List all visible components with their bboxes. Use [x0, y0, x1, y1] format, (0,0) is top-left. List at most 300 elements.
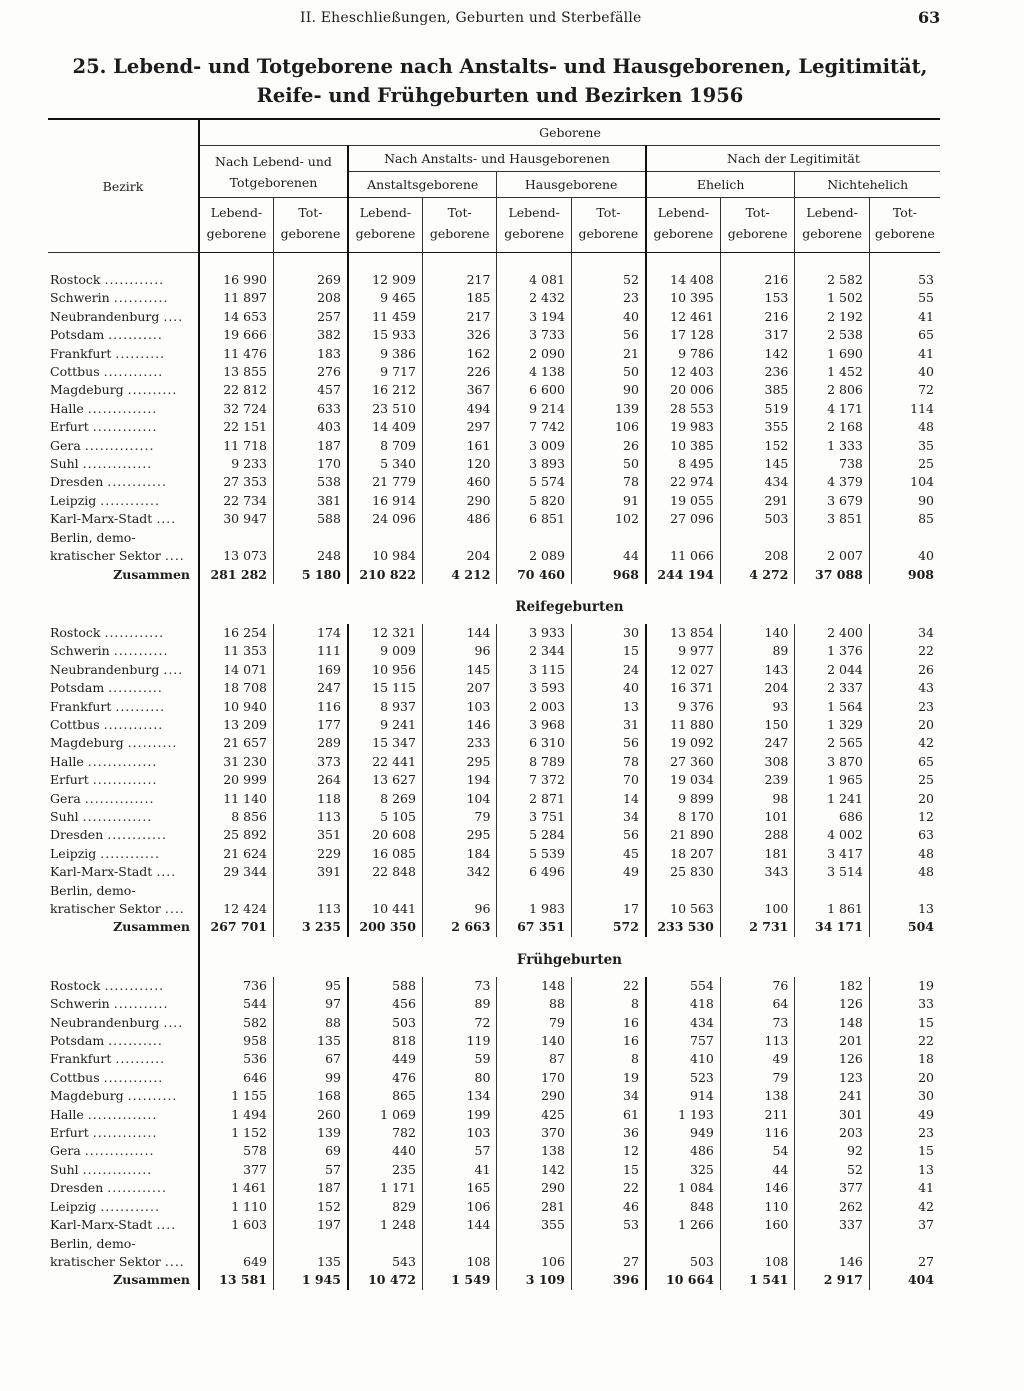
leader-dots: ........... [108, 327, 163, 343]
table-row [48, 716, 940, 734]
leader-dots: .............. [87, 1106, 158, 1122]
value-cell: 145 [720, 455, 794, 473]
value-cell: 3 933 [497, 624, 571, 642]
value-cell: 9 717 [348, 363, 422, 381]
value-cell: 1 945 [273, 1271, 347, 1289]
value-cell: 440 [348, 1142, 422, 1160]
leader-dots: ............. [92, 772, 158, 788]
district-name-cell [48, 845, 199, 863]
table-row [48, 529, 940, 566]
district-name: Schwerin [50, 996, 110, 1012]
district-name-cell [48, 418, 199, 436]
value-cell: 146 [720, 1179, 794, 1197]
value-cell: 3 751 [497, 808, 571, 826]
section-heading-spacer [720, 584, 794, 624]
value-cell: 578 [243, 1143, 267, 1159]
value-cell: 297 [422, 418, 496, 436]
value-cell: 370 [497, 1124, 571, 1142]
value-cell: 486 [422, 510, 496, 528]
value-cell: 88 [273, 1014, 347, 1032]
leader-dots: ............. [92, 419, 158, 435]
value-cell: 11 880 [646, 716, 720, 734]
value-cell: 23 [869, 1124, 940, 1142]
value-cell: 8 495 [646, 455, 720, 473]
value-cell: 2 871 [497, 790, 571, 808]
value-cell: 1 155 [231, 1088, 267, 1104]
district-name: Schwerin [50, 643, 110, 659]
value-cell: 46 [571, 1198, 645, 1216]
table-row [48, 1235, 940, 1272]
value-cell: 7 372 [497, 771, 571, 789]
column-header-geborene: Geborene [199, 119, 940, 146]
value-cell: 1 983 [497, 882, 571, 919]
section-heading-spacer [348, 937, 422, 977]
value-cell: 3 679 [795, 492, 869, 510]
table-row [48, 1069, 940, 1087]
value-cell: 325 [646, 1161, 720, 1179]
value-cell: 64 [720, 995, 794, 1013]
table-row [48, 995, 940, 1013]
value-cell: 56 [571, 326, 645, 344]
district-name: Halle [50, 1106, 84, 1122]
value-cell: 295 [422, 826, 496, 844]
value-cell: 40 [869, 529, 940, 566]
value-cell: 34 [571, 808, 645, 826]
value-cell: 134 [422, 1087, 496, 1105]
value-cell: 15 933 [348, 326, 422, 344]
value-cell: 949 [646, 1124, 720, 1142]
leader-dots: .............. [84, 1143, 155, 1159]
value-cell: 1 110 [231, 1198, 267, 1214]
column-header-bezirk: Bezirk [48, 119, 199, 253]
value-cell: 104 [422, 790, 496, 808]
value-cell: 3 235 [273, 918, 347, 936]
value-cell: 2 582 [795, 253, 869, 290]
value-cell: 67 351 [497, 918, 571, 936]
value-cell: 2 432 [497, 289, 571, 307]
value-cell: 8 269 [348, 790, 422, 808]
value-cell: 1 564 [795, 698, 869, 716]
section-heading-spacer [869, 937, 940, 977]
value-cell: 5 105 [348, 808, 422, 826]
value-cell: 19 [571, 1069, 645, 1087]
value-cell: 2 089 [497, 529, 571, 566]
district-name: Neubrandenburg [50, 308, 160, 324]
leader-dots: ............. [92, 1125, 158, 1141]
value-cell: 73 [720, 1014, 794, 1032]
column-header-tot: Tot-geborene [273, 198, 347, 253]
value-cell: 2 007 [795, 529, 869, 566]
value-cell: 649 [243, 1253, 267, 1269]
value-cell: 24 [571, 661, 645, 679]
value-cell: 686 [795, 808, 869, 826]
value-cell: 103 [422, 698, 496, 716]
value-cell: 14 408 [646, 253, 720, 290]
district-name: Rostock [50, 624, 101, 640]
value-cell: 2 917 [795, 1271, 869, 1289]
district-name: Erfurt [50, 772, 89, 788]
value-cell: 85 [869, 510, 940, 528]
value-cell: 116 [720, 1124, 794, 1142]
value-cell: 9 386 [348, 345, 422, 363]
district-name: Erfurt [50, 419, 89, 435]
value-cell: 40 [571, 308, 645, 326]
value-cell: 13 855 [223, 364, 267, 380]
value-cell: 1 452 [795, 363, 869, 381]
value-cell: 101 [720, 808, 794, 826]
section-heading-spacer [795, 584, 869, 624]
value-cell: 290 [497, 1179, 571, 1197]
leader-dots: ............ [104, 272, 165, 287]
value-cell: 138 [720, 1087, 794, 1105]
value-cell: 2 663 [422, 918, 496, 936]
district-name-cell [48, 790, 199, 808]
value-cell: 351 [273, 826, 347, 844]
leader-dots: ............ [107, 827, 167, 843]
district-name-cell [48, 826, 199, 844]
leader-dots: ........... [113, 996, 169, 1012]
value-cell: 1 861 [795, 882, 869, 919]
value-cell: 56 [571, 826, 645, 844]
table-row [48, 882, 940, 919]
value-cell: 100 [720, 882, 794, 919]
value-cell: 98 [720, 790, 794, 808]
value-cell: 108 [422, 1235, 496, 1272]
section-heading: Reifegeburten [515, 598, 624, 615]
value-cell: 4 272 [720, 566, 794, 584]
value-cell: 8 170 [646, 808, 720, 826]
value-cell: 69 [273, 1142, 347, 1160]
value-cell: 1 494 [231, 1106, 267, 1122]
value-cell: 116 [273, 698, 347, 716]
value-cell: 403 [273, 418, 347, 436]
value-cell: 183 [273, 345, 347, 363]
value-cell: 200 350 [348, 918, 422, 936]
value-cell: 15 [571, 642, 645, 660]
value-cell: 13 073 [223, 548, 267, 564]
value-cell: 8 937 [348, 698, 422, 716]
table-row [48, 845, 940, 863]
district-name: Dresden [50, 827, 104, 843]
value-cell: 103 [422, 1124, 496, 1142]
value-cell: 203 [795, 1124, 869, 1142]
value-cell: 291 [720, 492, 794, 510]
value-cell: 31 230 [223, 753, 267, 769]
page-header [0, 10, 1024, 34]
value-cell: 40 [869, 363, 940, 381]
value-cell: 968 [571, 566, 645, 584]
table-row [48, 679, 940, 697]
value-cell: 476 [348, 1069, 422, 1087]
value-cell: 113 [273, 882, 347, 919]
value-cell: 96 [422, 882, 496, 919]
value-cell: 113 [273, 808, 347, 826]
value-cell: 182 [795, 977, 869, 995]
district-name-line-2: kratischer Sektor [50, 548, 161, 564]
value-cell: 25 [869, 455, 940, 473]
district-name: Frankfurt [50, 698, 112, 714]
district-name: Erfurt [50, 1125, 89, 1141]
value-cell: 418 [646, 995, 720, 1013]
section-heading-spacer [646, 937, 720, 977]
value-cell: 391 [273, 863, 347, 881]
value-cell: 16 914 [348, 492, 422, 510]
statistics-table [48, 118, 940, 1290]
value-cell: 114 [869, 400, 940, 418]
value-cell: 20 [869, 716, 940, 734]
value-cell: 204 [720, 679, 794, 697]
value-cell: 162 [422, 345, 496, 363]
value-cell: 8 709 [348, 437, 422, 455]
value-cell: 37 088 [795, 566, 869, 584]
table-row [48, 1161, 940, 1179]
district-name: Cottbus [50, 364, 100, 380]
value-cell: 216 [720, 308, 794, 326]
value-cell: 267 701 [210, 919, 267, 935]
value-cell: 9 465 [348, 289, 422, 307]
value-cell: 355 [497, 1216, 571, 1234]
value-cell: 118 [273, 790, 347, 808]
district-name-cell [48, 308, 199, 326]
value-cell: 425 [497, 1106, 571, 1124]
value-cell: 2 538 [795, 326, 869, 344]
district-name-cell [48, 289, 199, 307]
value-cell: 44 [571, 529, 645, 566]
value-cell: 262 [795, 1198, 869, 1216]
value-cell: 17 [571, 882, 645, 919]
value-cell: 281 282 [210, 566, 267, 582]
value-cell: 7 742 [497, 418, 571, 436]
value-cell: 123 [795, 1069, 869, 1087]
value-cell: 1 333 [795, 437, 869, 455]
leader-dots: .............. [87, 400, 158, 416]
value-cell: 12 321 [348, 624, 422, 642]
value-cell: 9 241 [348, 716, 422, 734]
total-label: Zusammen [48, 566, 199, 584]
table-row [48, 437, 940, 455]
district-name-cell [48, 863, 199, 881]
value-cell: 10 940 [223, 698, 267, 714]
district-name-cell [48, 716, 199, 734]
value-cell: 174 [273, 624, 347, 642]
value-cell: 22 [571, 1179, 645, 1197]
table-row [48, 492, 940, 510]
table-row [48, 1032, 940, 1050]
leader-dots: .............. [84, 790, 155, 806]
value-cell: 19 666 [223, 327, 267, 343]
district-name: Rostock [50, 977, 101, 993]
value-cell: 1 193 [646, 1106, 720, 1124]
value-cell: 12 403 [646, 363, 720, 381]
district-name: Karl-Marx-Stadt [50, 864, 153, 880]
district-name-cell [48, 661, 199, 679]
district-name-cell [48, 1179, 199, 1197]
value-cell: 48 [869, 863, 940, 881]
value-cell: 22 734 [223, 492, 267, 508]
value-cell: 6 600 [497, 381, 571, 399]
value-cell: 22 [571, 977, 645, 995]
leader-dots: .............. [82, 808, 153, 824]
value-cell: 1 248 [348, 1216, 422, 1234]
total-row [48, 566, 940, 584]
district-name: Dresden [50, 474, 104, 490]
value-cell: 503 [720, 510, 794, 528]
value-cell: 15 [571, 1161, 645, 1179]
value-cell: 95 [273, 977, 347, 995]
column-header-hausgeborene: Hausgeborene [497, 172, 646, 198]
value-cell: 65 [869, 753, 940, 771]
district-name-cell [48, 253, 199, 290]
value-cell: 67 [273, 1050, 347, 1068]
district-name: Leipzig [50, 1198, 97, 1214]
value-cell: 20 [869, 1069, 940, 1087]
value-cell: 247 [720, 734, 794, 752]
value-cell: 15 347 [348, 734, 422, 752]
value-cell: 33 [869, 995, 940, 1013]
value-cell: 78 [571, 753, 645, 771]
value-cell: 2 731 [720, 918, 794, 936]
table-row [48, 753, 940, 771]
value-cell: 87 [497, 1050, 571, 1068]
section-heading-spacer [869, 584, 940, 624]
value-cell: 19 092 [646, 734, 720, 752]
column-header-lebend: Lebend-geborene [646, 198, 720, 253]
value-cell: 5 574 [497, 473, 571, 491]
district-name: Berlin, demo- [50, 882, 136, 898]
district-name-cell [48, 1161, 199, 1179]
value-cell: 235 [348, 1161, 422, 1179]
district-name: Magdeburg [50, 735, 124, 751]
section-heading-spacer [199, 937, 273, 977]
value-cell: 503 [348, 1014, 422, 1032]
value-cell: 146 [422, 716, 496, 734]
leader-dots: .............. [84, 437, 155, 453]
district-name-cell [48, 1198, 199, 1216]
district-name: Gera [50, 790, 81, 806]
value-cell: 24 096 [348, 510, 422, 528]
value-cell: 782 [348, 1124, 422, 1142]
district-name: Leipzig [50, 492, 97, 508]
value-cell: 153 [720, 289, 794, 307]
value-cell: 57 [422, 1142, 496, 1160]
value-cell: 80 [422, 1069, 496, 1087]
district-name: Suhl [50, 456, 79, 472]
value-cell: 13 627 [348, 771, 422, 789]
value-cell: 106 [422, 1198, 496, 1216]
section-heading-row [48, 584, 940, 624]
leader-dots: .... [156, 511, 177, 527]
district-name: Cottbus [50, 716, 100, 732]
district-name-cell [48, 771, 199, 789]
value-cell: 301 [795, 1106, 869, 1124]
value-cell: 460 [422, 473, 496, 491]
column-header-lebend: Lebend-geborene [795, 198, 869, 253]
value-cell: 19 055 [646, 492, 720, 510]
value-cell: 44 [720, 1161, 794, 1179]
leader-dots: ............ [104, 977, 165, 993]
leader-dots: .... [163, 1014, 184, 1030]
value-cell: 42 [869, 1198, 940, 1216]
value-cell: 373 [273, 753, 347, 771]
district-name-cell [48, 1142, 199, 1160]
value-cell: 204 [422, 529, 496, 566]
value-cell: 290 [497, 1087, 571, 1105]
value-cell: 199 [422, 1106, 496, 1124]
value-cell: 54 [720, 1142, 794, 1160]
value-cell: 12 027 [646, 661, 720, 679]
value-cell: 119 [422, 1032, 496, 1050]
district-name-line-2: kratischer Sektor [50, 1253, 161, 1269]
value-cell: 9 977 [646, 642, 720, 660]
value-cell: 41 [869, 345, 940, 363]
value-cell: 52 [571, 253, 645, 290]
table-row [48, 345, 940, 363]
value-cell: 16 085 [348, 845, 422, 863]
value-cell: 2 337 [795, 679, 869, 697]
table-row [48, 1014, 940, 1032]
value-cell: 96 [422, 642, 496, 660]
leader-dots: .... [164, 1253, 185, 1269]
leader-dots: ............ [100, 845, 160, 861]
value-cell: 27 353 [223, 474, 267, 490]
district-name-cell [48, 492, 199, 510]
value-cell: 30 [869, 1087, 940, 1105]
value-cell: 35 [869, 437, 940, 455]
value-cell: 588 [273, 510, 347, 528]
value-cell: 738 [795, 455, 869, 473]
total-row [48, 1271, 940, 1289]
value-cell: 1 241 [795, 790, 869, 808]
district-name-cell [48, 1106, 199, 1124]
leader-dots: .......... [115, 345, 166, 361]
value-cell: 4 138 [497, 363, 571, 381]
value-cell: 2 192 [795, 308, 869, 326]
value-cell: 161 [422, 437, 496, 455]
value-cell: 494 [422, 400, 496, 418]
value-cell: 187 [273, 437, 347, 455]
value-cell: 588 [348, 977, 422, 995]
table-title-line-1: 25. Lebend- und Totgeborene nach Anstalts- und Hausgeborenen, Legitimität, [72, 55, 928, 78]
value-cell: 2 565 [795, 734, 869, 752]
district-name-cell [48, 437, 199, 455]
value-cell: 111 [273, 642, 347, 660]
value-cell: 10 664 [646, 1271, 720, 1289]
value-cell: 2 400 [795, 624, 869, 642]
value-cell: 21 624 [223, 845, 267, 861]
district-name-cell [48, 345, 199, 363]
value-cell: 22 848 [348, 863, 422, 881]
value-cell: 538 [273, 473, 347, 491]
section-heading-spacer [199, 584, 273, 624]
district-name-cell [48, 529, 199, 566]
district-name-cell [48, 753, 199, 771]
value-cell: 6 851 [497, 510, 571, 528]
value-cell: 21 [571, 345, 645, 363]
value-cell: 18 207 [646, 845, 720, 863]
value-cell: 22 441 [348, 753, 422, 771]
value-cell: 396 [571, 1271, 645, 1289]
value-cell: 2 168 [795, 418, 869, 436]
value-cell: 50 [571, 455, 645, 473]
value-cell: 108 [720, 1235, 794, 1272]
value-cell: 5 340 [348, 455, 422, 473]
leader-dots: .............. [82, 456, 153, 472]
value-cell: 410 [646, 1050, 720, 1068]
value-cell: 20 [869, 790, 940, 808]
section-heading-spacer [795, 937, 869, 977]
value-cell: 126 [795, 995, 869, 1013]
value-cell: 217 [422, 253, 496, 290]
